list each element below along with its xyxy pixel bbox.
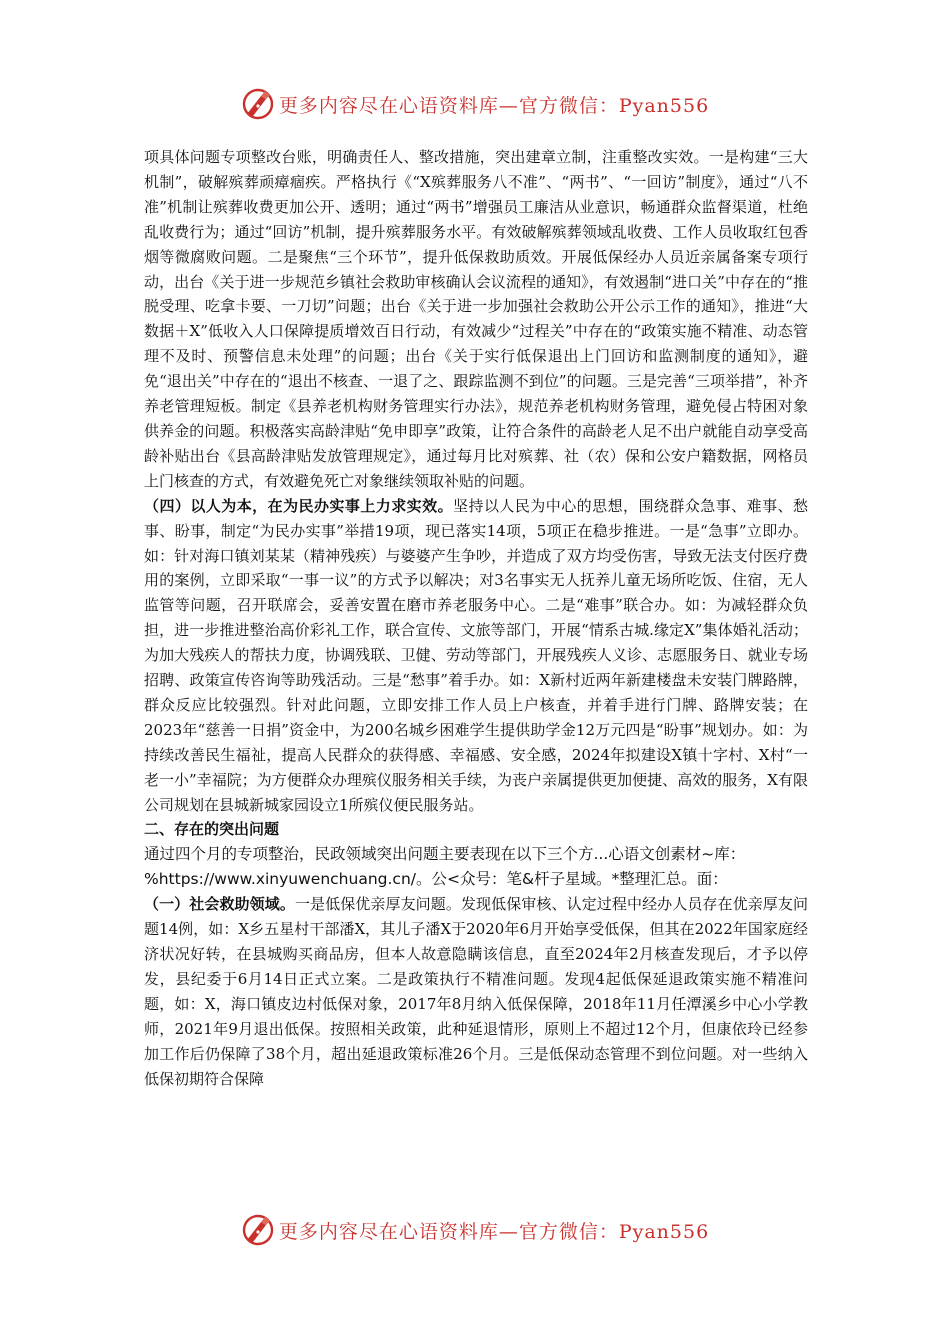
banner-text: 更多内容尽在心语资料库—官方微信：Pyan556 <box>278 94 710 117</box>
source-notice: 通过四个月的专项整治，民政领域突出问题主要表现在以下三个方...心语文创素材~库：%https://www.xinyuwenchuang.cn/。公<众号：笔&杆子星域。*整理汇总。面： <box>144 845 746 889</box>
page-header-banner <box>0 82 950 126</box>
document-body <box>144 145 808 1092</box>
paragraph-people-first-text: 坚持以人民为中心的思想，围绕群众急事、难事、愁事、盼事，制定“为民办实事”举措19项，现已落实14项，5项正在稳步推进。一是“急事”立即办。如：针对海口镇刘某某（精神残疾）与婆婆产生争吵，并造成了双方均受伤害，导致无法支付医疗费用的案例，立即采取“一事一议”的方式予以解决；对3名事实无人抚养儿童无场所吃饭、住宿，无人监管等问题，召开联席会，妥善安置在磨市养老服务中心。二是“难事”联合办。如：为减轻群众负担，进一步推进整治高价彩礼工作，联合宣传、文旅等部门，开展“情系古城.缘定X”集体婚礼活动；为加大残疾人的帮扶力度，协调残联、卫健、劳动等部门，开展残疾人义诊、志愿服务日、就业专场招聘、政策宣传咨询等助残活动。三是“愁事”着手办。如：X新村近两年新建楼盘未安装门牌路牌，群众反应比较强烈。针对此问题，立即安排工作人员上户核查，并着手进行门牌、路牌安装；在2023年“慈善一日捐”资金中，为200名城乡困难学生提供助学金12万元四是“盼事”规划办。如：为持续改善民生福祉，提高人民群众的获得感、幸福感、安全感，2024年拟建设X镇十字村、X村“一老一小”幸福院；为方便群众办理殡仪服务相关手续，为丧户亲属提供更加便捷、高效的服务，X有限公司规划在县城新城家园设立1所殡仪便民服务站。 <box>144 496 808 814</box>
paragraph-social-assistance <box>144 892 808 1091</box>
paragraph-social-assistance-text: 一是低保优亲厚友问题。发现低保审核、认定过程中经办人员存在优亲厚友问题14例，如：X乡五星村干部潘X，其儿子潘X于2020年6月开始享受低保，但其在2022年国家庭经济状况好转，在县城购买商品房，但本人故意隐瞒该信息，直至2024年2月核查发现后，才予以停发，县纪委于6月14日正式立案。二是政策执行不精准问题。发现4起低保延退政策实施不精准问题，如：X，海口镇皮边村低保对象，2017年8月纳入低保保障，2018年11月任潭溪乡中心小学教师，2021年9月退出低保。按照相关政策，此种延退情形，原则上不超过12个月，但康依玲已经参加工作后仍保障了38个月，超出延退政策标准26个月。三是低保动态管理不到位问题。对一些纳入低保初期符合保障 <box>144 895 808 1088</box>
paragraph-social-assistance-lead: （一）社会救助领域。 <box>144 895 295 914</box>
page-footer-banner <box>0 1208 950 1252</box>
pen-nib-logo-icon <box>241 87 275 121</box>
section-heading-problems: 二、存在的突出问题 <box>144 820 280 839</box>
pen-nib-logo-icon <box>241 1213 275 1247</box>
banner-text: 更多内容尽在心语资料库—官方微信：Pyan556 <box>278 1220 710 1243</box>
paragraph-rectification: 项具体问题专项整改台账，明确责任人、整改措施，突出建章立制，注重整改实效。一是构建“三大机制”，破解殡葬顽瘴痼疾。严格执行《“X殡葬服务八不准”、“两书”、“一回访”制度》，通过“八不准”机制让殡葬收费更加公开、透明；通过“两书”增强员工廉洁从业意识，畅通群众监督渠道，杜绝乱收费行为；通过“回访”机制，提升殡葬服务水平。有效破解殡葬领域乱收费、工作人员收取红包香烟等微腐败问题。二是聚焦“三个环节”，提升低保救助质效。开展低保经办人员近亲属备案专项行动，出台《关于进一步规范乡镇社会救助审核确认会议流程的通知》，有效遏制“进口关”中存在的“推脱受理、吃拿卡要、一刀切”问题；出台《关于进一步加强社会救助公开公示工作的通知》，推进“大数据＋X”低收入人口保障提质增效百日行动，有效减少“过程关”中存在的“政策实施不精准、动态管理不及时、预警信息未处理”的问题；出台《关于实行低保退出上门回访和监测制度的通知》，避免“退出关”中存在的“退出不核查、一退了之、跟踪监测不到位”的问题。三是完善“三项举措”，补齐养老管理短板。制定《县养老机构财务管理实行办法》，规范养老机构财务管理，避免侵占特困对象供养金的问题。积极落实高龄津贴“免申即享”政策，让符合条件的高龄老人足不出户就能自动享受高龄补贴出台《县高龄津贴发放管理规定》，通过每月比对殡葬、社（农）保和公安户籍数据，网格员上门核查的方式，有效避免死亡对象继续领取补贴的问题。 <box>144 148 808 490</box>
paragraph-people-first <box>144 494 808 818</box>
paragraph-people-first-lead: （四）以人为本，在为民办实事上力求实效。 <box>144 496 454 515</box>
